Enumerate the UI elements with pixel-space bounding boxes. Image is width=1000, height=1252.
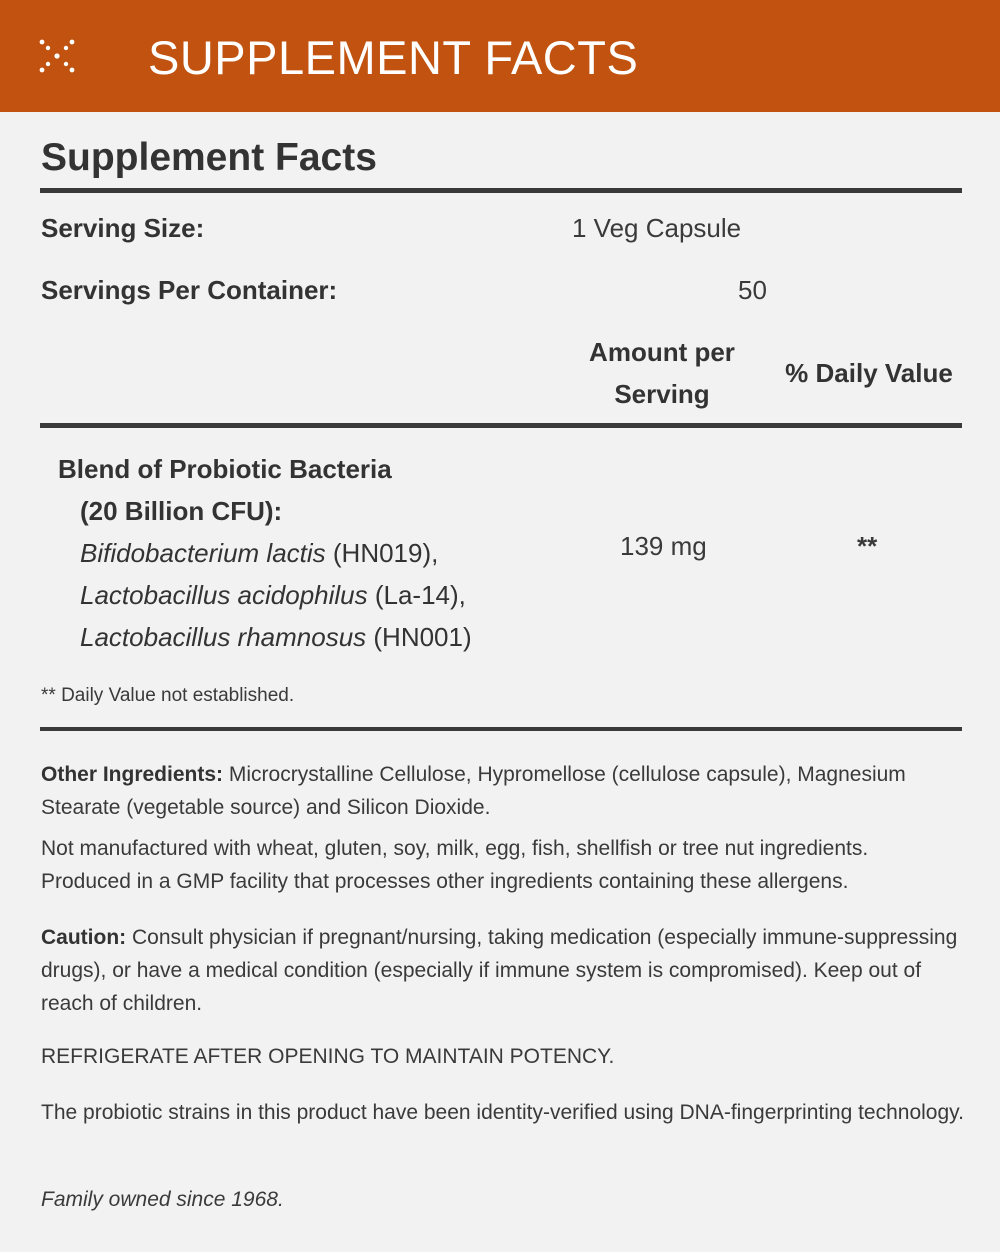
blend-amount: 139 mg [620, 531, 707, 561]
servings-per-container-value: 50 [738, 275, 767, 305]
servings-per-container-label: Servings Per Container: [41, 275, 338, 305]
refrigerate-note: REFRIGERATE AFTER OPENING TO MAINTAIN POTENCY. [41, 1045, 615, 1068]
footnote: ** Daily Value not established. [41, 685, 295, 706]
blend-name: Blend of Probiotic Bacteria [58, 454, 392, 484]
strain-item: Bifidobacterium lactis (HN019), [80, 538, 439, 568]
serving-size-value: 1 Veg Capsule [572, 213, 742, 243]
divider-top [40, 188, 962, 193]
dna-note: The probiotic strains in this product have been identity-verified using DNA-fingerprinting technology. [41, 1101, 964, 1124]
divider-bottom [40, 727, 962, 731]
panel-title: Supplement Facts [41, 136, 377, 179]
other-ingredients: Other Ingredients: Microcrystalline Cellulose, Hypromellose (cellulose capsule), Magnesium Stearate (vegetable source) and Silicon Dioxide. [41, 763, 906, 819]
strain-item: Lactobacillus acidophilus (La-14), [80, 580, 466, 610]
probiotic-blend [58, 448, 472, 658]
amount-per-serving-header: Amount per Serving [589, 337, 735, 409]
header-banner [0, 0, 1000, 112]
caution-statement: Caution: Consult physician if pregnant/nursing, taking medication (especially immune-suppressing drugs), or have a medical condition (especially if immune system is compromised). Keep out of reach of children. [41, 926, 958, 1015]
header-title: SUPPLEMENT FACTS [148, 31, 639, 84]
daily-value-header: % Daily Value [785, 358, 953, 388]
serving-size-label: Serving Size: [41, 213, 205, 243]
strain-item: Lactobacillus rhamnosus (HN001) [80, 622, 472, 652]
family-owned-note: Family owned since 1968. [41, 1188, 284, 1211]
allergen-statement: Not manufactured with wheat, gluten, soy, milk, egg, fish, shellfish or tree nut ingredients. Produced in a GMP facility that processes other ingredients containing these allergens. [41, 837, 869, 893]
blend-daily-value: ** [857, 531, 878, 561]
sparkle-x-icon [38, 38, 76, 74]
divider-header [40, 423, 962, 428]
blend-cfu: (20 Billion CFU): [80, 496, 283, 526]
